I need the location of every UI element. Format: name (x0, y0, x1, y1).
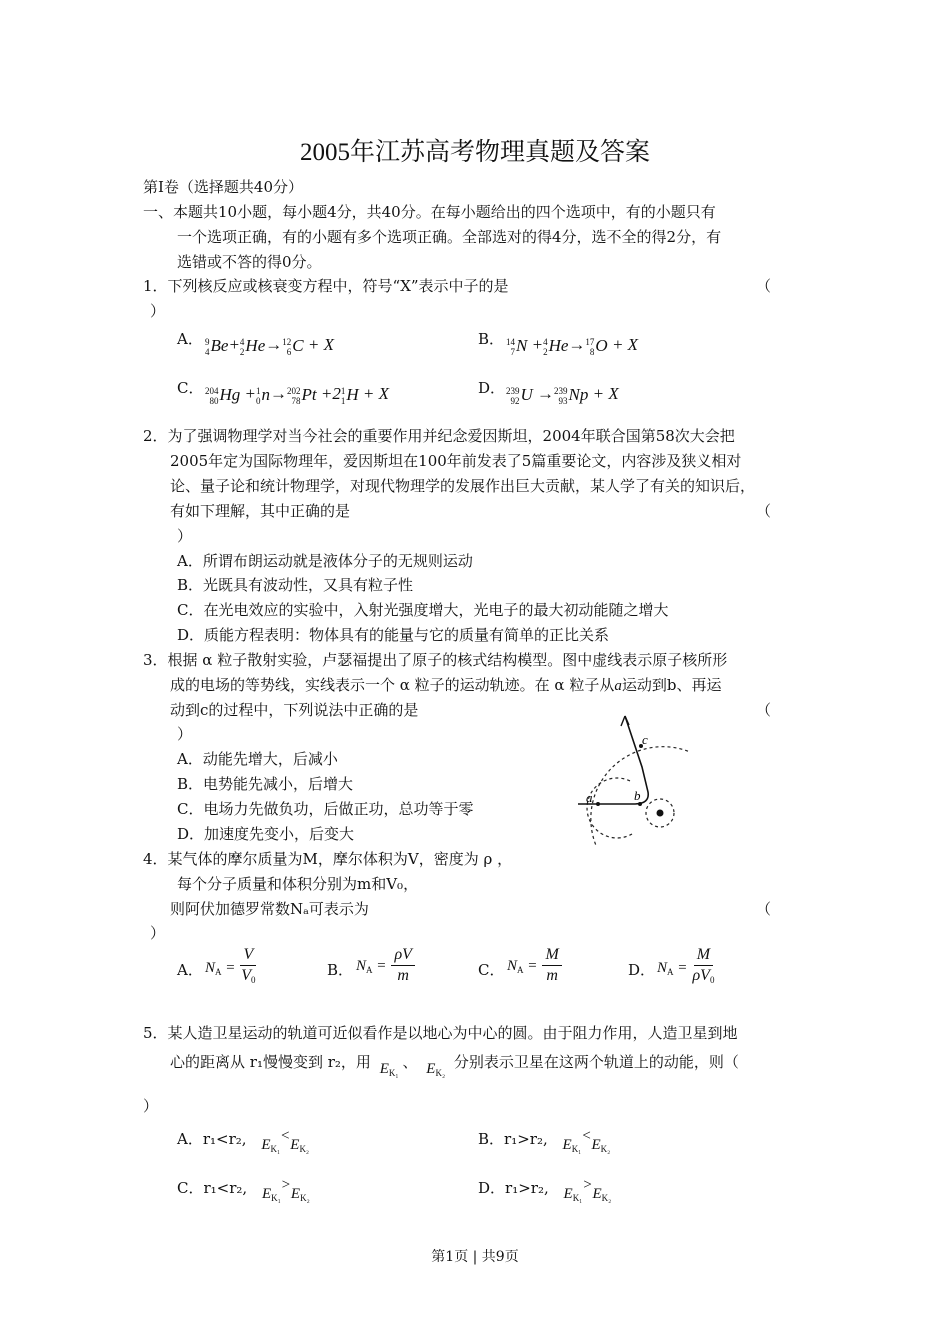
q3-line-1: 3．根据 α 粒子散射实验，卢瑟福提出了原子的核式结构模型。图中虚线表示原子核所形 (143, 651, 728, 669)
q5-option-d: D．r₁>r₂, $E_{K_1}>E_{K_2}$ (478, 1177, 612, 1203)
q5-option-a-text: A．r₁<r₂, (177, 1130, 247, 1148)
q3-line-2-part-1: 成的电场的等势线，实线表示一个 α 粒子的运动轨迹。在 α 粒子从 (170, 676, 615, 694)
equipotential-middle (587, 778, 632, 838)
q1-option-a-equation: 9 4 Be+ 4 2 He→ 12 6 C + X (205, 335, 334, 357)
q4-option-c-label: C． (478, 961, 505, 979)
q3-option-d: D．加速度先变小，后变大 (177, 825, 355, 843)
section-heading: 第Ⅰ卷（选择题共40分） (143, 178, 304, 196)
q4-option-b-label: B． (327, 961, 354, 979)
q3-line-2 (170, 673, 721, 699)
q3-line-3: 动到c的过程中，下列说法中正确的是 (170, 701, 419, 719)
q5-option-d-sign: > (582, 1177, 593, 1193)
q1-option-c-label: C． (177, 379, 204, 397)
q2-paren-open: （ (756, 502, 772, 520)
q4-option-d-formula: $N_A$ = $\frac{M}{\rho V_0}$ (657, 946, 715, 985)
q4-paren-open: （ (756, 900, 772, 918)
point-b-label: b (634, 788, 641, 803)
page-title: 2005年江苏高考物理真题及答案 (299, 139, 650, 166)
q5-option-b-text: B．r₁>r₂, (478, 1130, 548, 1148)
q1-paren-open: （ (756, 277, 772, 295)
point-c-label: c (642, 732, 648, 747)
q5-option-a: A．r₁<r₂, $E_{K_1}<E_{K_2}$ (177, 1128, 310, 1154)
q3-paren-open: （ (756, 701, 772, 719)
q4-option-b-formula: $N_A$ = $\frac{\rho V}{m}$ (356, 945, 415, 986)
q1-option-c-equation: 204 80 Hg + 1 0 n→ 202 78 Pt +2 1 1 H + X (205, 384, 389, 406)
q4-option-c-formula: $N_A$ = $\frac{M}{m}$ (507, 945, 562, 986)
q5-option-b-sign: < (581, 1128, 592, 1144)
q1-option-d-label: D． (478, 379, 506, 397)
instructions-line-1: 一、本题共10小题，每小题4分，共40分。在每小题给出的四个选项中，有的小题只有 (143, 203, 716, 221)
q2-line-4: 有如下理解，其中正确的是 (170, 502, 351, 520)
q2-option-b: B．光既具有波动性，又具有粒子性 (177, 576, 414, 594)
q5-option-a-sign: < (280, 1128, 291, 1144)
q3-option-c: C．电场力先做负功，后做正功，总功等于零 (177, 800, 474, 818)
q4-option-a-label: A． (177, 961, 203, 979)
q3-scattering-figure (570, 712, 710, 847)
q2-option-c: C．在光电效应的实验中，入射光强度增大，光电子的最大初动能随之增大 (177, 601, 669, 619)
q5-line-2-part-1: 心的距离从 r₁慢慢变到 r₂，用 (170, 1053, 371, 1071)
q5-line-1: 5．某人造卫星运动的轨道可近似看作是以地心为中心的圆。由于阻力作用，人造卫星到地 (143, 1024, 738, 1042)
q5-option-c-text: C．r₁<r₂, (177, 1179, 248, 1197)
q4-paren-close: ） (150, 924, 166, 942)
instructions-line-3: 选错或不答的得0分。 (177, 253, 322, 271)
q2-line-3: 论、量子论和统计物理学，对现代物理学的发展作出巨大贡献，某人学了有关的知识后， (170, 477, 756, 495)
q1-option-a-label: A． (177, 330, 203, 348)
q5-option-d-text: D．r₁>r₂, (478, 1179, 549, 1197)
q4-line-2: 每个分子质量和体积分别为m和V₀， (177, 875, 419, 893)
q5-separator: 、 (402, 1053, 418, 1071)
q5-paren-close: ） (143, 1097, 159, 1115)
nucleus-dot (657, 810, 664, 817)
q5-line-2-part-2: 分别表示卫星在这两个轨道上的动能，则（ (453, 1053, 739, 1071)
point-a-label: a (586, 790, 593, 805)
instructions-line-2: 一个选项正确，有的小题有多个选项正确。全部选对的得4分，选不全的得2分，有 (177, 228, 722, 246)
q4-option-a-formula: $N_A$ = $\frac{V}{V_0}$ (205, 946, 256, 985)
q5-option-c-sign: > (280, 1177, 291, 1193)
q3-paren-close: ） (177, 725, 193, 743)
q3-line-2-point-a: a (614, 678, 622, 694)
q2-option-d: D．质能方程表明：物体具有的能量与它的质量有简单的正比关系 (177, 626, 610, 644)
q3-line-2-part-2: 运动到b、再运 (621, 676, 722, 694)
q2-line-2: 2005年定为国际物理年，爱因斯坦在100年前发表了5篇重要论文，内容涉及狭义相对 (170, 452, 742, 470)
q1-option-b-label: B． (478, 330, 505, 348)
q3-option-b: B．电势能先减小，后增大 (177, 775, 354, 793)
q4-line-1: 4．某气体的摩尔质量为M，摩尔体积为V，密度为 ρ ， (143, 850, 513, 868)
q2-line-1: 2．为了强调物理学对当今社会的重要作用并纪念爱因斯坦，2004年联合国第58次大会把 (143, 427, 735, 445)
q5-line-2: 心的距离从 r₁慢慢变到 r₂，用 $E_{K_1}$、 $E_{K_2}$ 分别表示卫星在这两个轨道上的动能，则（ (170, 1053, 739, 1078)
page-footer: 第1页 | 共9页 (431, 1249, 519, 1265)
q4-line-3: 则阿伏加德罗常数Nₐ可表示为 (170, 900, 369, 918)
q5-option-b: B．r₁>r₂, $E_{K_1}<E_{K_2}$ (478, 1128, 611, 1154)
q1-paren-close: ） (150, 302, 166, 320)
q5-option-c: C．r₁<r₂, $E_{K_1}>E_{K_2}$ (177, 1177, 310, 1203)
q3-option-a: A．动能先增大，后减小 (177, 750, 338, 768)
q1-option-d-equation: 239 92 U → 239 93 Np + X (506, 384, 619, 406)
q1-option-b-equation: 14 7 N + 4 2 He→ 17 8 O + X (506, 335, 639, 357)
q1-stem: 1．下列核反应或核衰变方程中，符号“X”表示中子的是 (143, 277, 509, 295)
q2-option-a: A．所谓布朗运动就是液体分子的无规则运动 (177, 552, 473, 570)
point-a-dot (596, 802, 600, 806)
q2-paren-close: ） (177, 527, 193, 545)
q4-option-d-label: D． (628, 961, 656, 979)
